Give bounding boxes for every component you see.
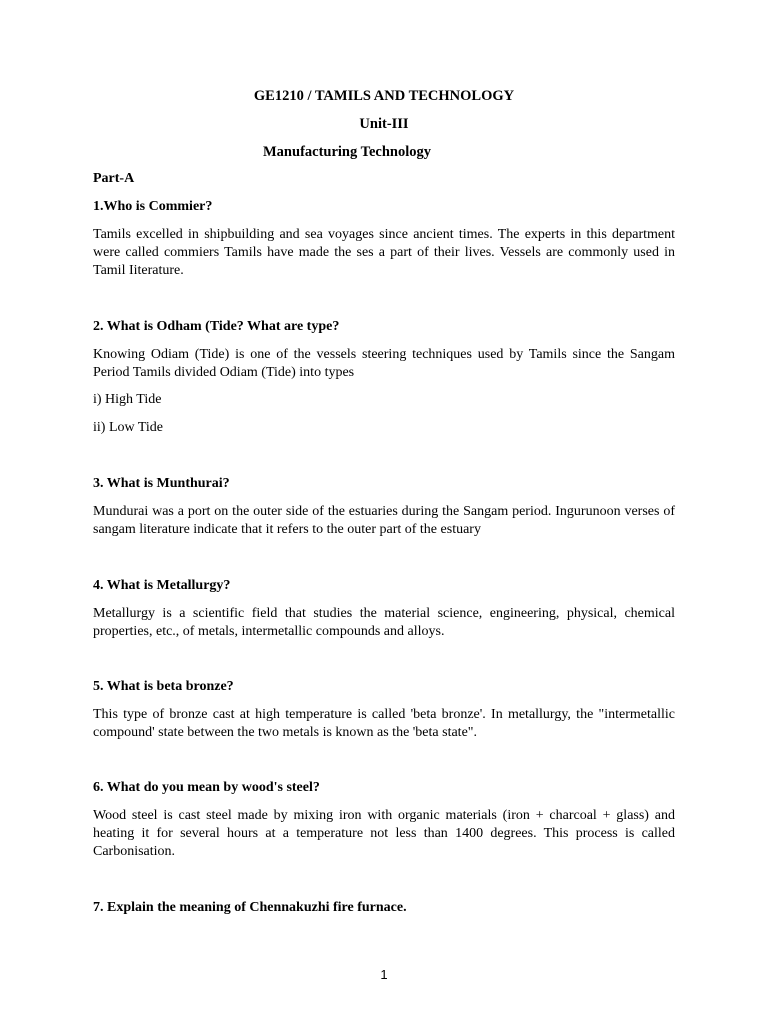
question-heading: 1.Who is Commier?: [93, 199, 213, 214]
course-title: GE1210 / TAMILS AND TECHNOLOGY: [253, 88, 515, 104]
question-heading: 5. What is beta bronze?: [93, 679, 234, 694]
question-answer: Mundurai was a port on the outer side of the estuaries during the Sangam period. Ingurunoon verses of sangam literature indicate that it refers to the outer part of the estuary: [93, 504, 675, 537]
question-heading: 2. What is Odham (Tide? What are type?: [93, 319, 340, 334]
question-heading: 7. Explain the meaning of Chennakuzhi fire furnace.: [93, 900, 407, 915]
question-answer: Metallurgy is a scientific field that studies the material science, engineering, physical, chemical properties, etc., of metals, intermetallic compounds and alloys.: [93, 606, 675, 639]
list-item: ii) Low Tide: [93, 420, 164, 435]
question-heading: 3. What is Munthurai?: [93, 476, 230, 491]
topic-title: Manufacturing Technology: [263, 144, 431, 160]
question-answer: Tamils excelled in shipbuilding and sea voyages since ancient times. The experts in this department were called commiers Tamils have made the ses a part of their lives. Vessels are commonly used in Tamil Iiterature.: [93, 227, 675, 278]
question-answer: Wood steel is cast steel made by mixing iron with organic materials (iron + charcoal + glass) and heating it for several hours at a temperature not less than 1400 degrees. This process is called Carbonisation.: [93, 808, 675, 859]
unit-title: Unit-III: [359, 116, 409, 132]
part-label: Part-A: [93, 171, 135, 186]
list-item: i) High Tide: [93, 392, 162, 407]
question-answer: This type of bronze cast at high temperature is called 'beta bronze'. In metallurgy, the "intermetallic compound' state between the two metals is known as the 'beta state".: [93, 707, 675, 740]
question-heading: 4. What is Metallurgy?: [93, 578, 231, 593]
question-answer: Knowing Odiam (Tide) is one of the vessels steering techniques used by Tamils since the Sangam Period Tamils divided Odiam (Tide) into types: [93, 347, 675, 380]
question-heading: 6. What do you mean by wood's steel?: [93, 780, 320, 795]
page-number: 1: [380, 967, 388, 982]
